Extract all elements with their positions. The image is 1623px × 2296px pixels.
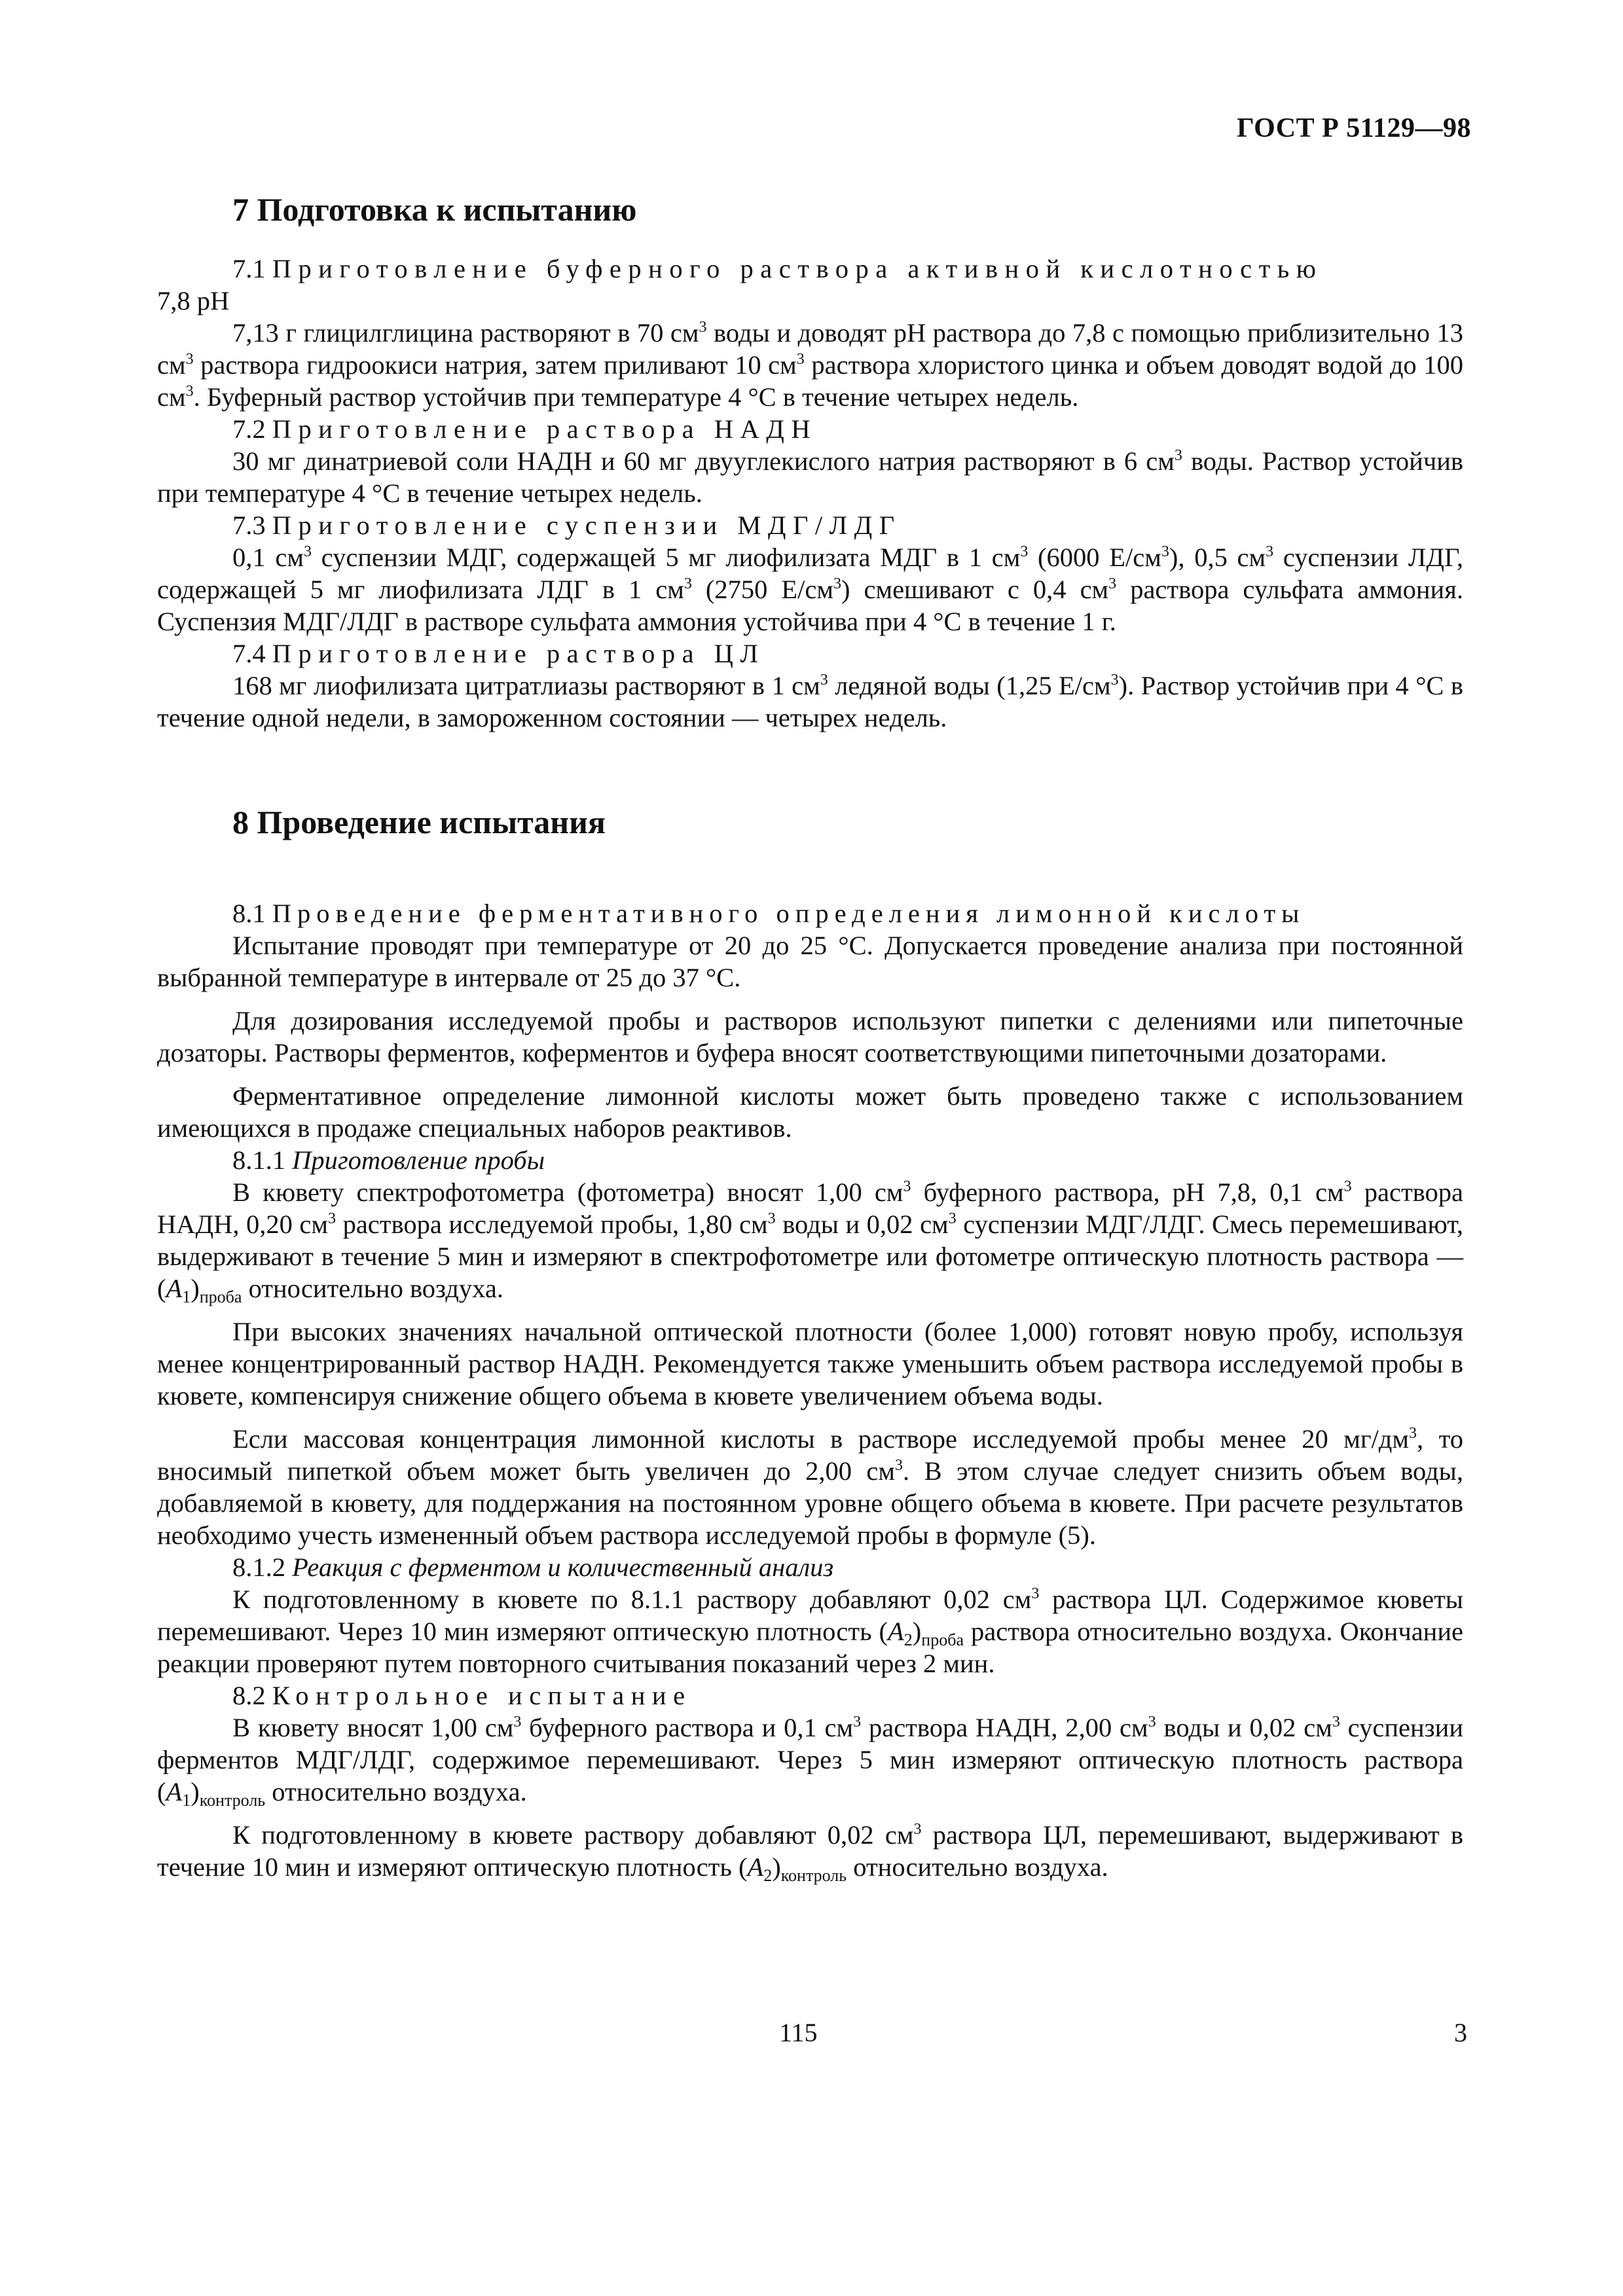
paragraph-7-3: 0,1 $см^3$ суспензии МДГ, содержащей 5 мг лиофилизата МДГ в 1 $см^3$ (6000 $Е/см^3$), 0,5 $см^3$ суспензии ЛДГ, содержащей 5 мг лиофилизата ЛДГ в 1 $см^3$ (2750 $Е/см^3$) смешивают с 0,4 $см^3$ раствора сульфата аммония. Суспензия МДГ/ЛДГ в растворе сульфата аммония устойчива при 4 °С в течение 1 г. (157, 543, 1463, 636)
subsection-7-4-heading: 7.4 Приготовление раствора ЦЛ (232, 639, 765, 668)
subsection-8-1-2-heading: 8.1.2 Реакция с ферментом и количественный анализ (232, 1552, 834, 1582)
document-header: ГОСТ Р 51129—98 (1236, 113, 1471, 143)
paragraph-7-1: 7,13 г глицилглицина растворяют в 70 $см^3$ воды и доводят pH раствора до 7,8 с помощью приблизительно 13 $см^3$ раствора гидроокиси натрия, затем приливают 10 $см^3$ раствора хлористого цинка и объем доводят водой до 100 $см^3$. Буферный раствор устойчив при температуре 4 °С в течение четырех недель. (157, 318, 1464, 412)
document-body (157, 190, 1463, 1883)
paragraph-8-1-1-a: В кювету спектрофотометра (фотометра) вносят 1,00 $см^3$ буферного раствора, pH 7,8, 0,1 $см^3$ раствора НАДН, 0,20 $см^3$ раствора исследуемой пробы, 1,80 $см^3$ воды и 0,02 $см^3$ суспензии МДГ/ЛДГ. Смесь перемешивают, выдерживают в течение 5 мин и измеряют в спектрофотометре или фотометре оптическую плотность раствора — $(A_1)_{проба}$ относительно воздуха. (157, 1177, 1464, 1306)
paragraph-8-1-2: К подготовленному в кювете по 8.1.1 раствору добавляют 0,02 $см^3$ раствора ЦЛ. Содержимое кюветы перемешивают. Через 10 мин измеряют оптическую плотность $(A_2)_{проба}$ раствора относительно воздуха. Окончание реакции проверяют путем повторного считывания показаний через 2 мин. (157, 1585, 1464, 1678)
paragraph-8-1-a: Испытание проводят при температуре от 20 до 25 °С. Допускается проведение анализа при постоянной выбранной температуре в интервале от 25 до 37 °С. (157, 931, 1463, 992)
section-8-title: 8 Проведение испытания (232, 804, 606, 840)
subsection-8-1-heading: 8.1 Проведение ферментативного определения лимонной кислоты (232, 899, 1305, 928)
paragraph-8-1-1-c: Если массовая концентрация лимонной кислоты в растворе исследуемой пробы менее 20 $мг/дм^3$, то вносимый пипеткой объем может быть увеличен до 2,00 $см^3$. В этом случае следует снизить объем воды, добавляемой в кювету, для поддержания на постоянном уровне общего объема в кювете. При расчете результатов необходимо учесть измененный объем раствора исследуемой пробы в формуле (5). (157, 1424, 1463, 1550)
subsection-7-1-heading: 7.1 Приготовление буферного раствора активной кислотностью (232, 254, 1323, 283)
subsection-7-1-heading-tail: 7,8 pH (157, 286, 230, 315)
paragraph-8-1-1-b: При высоких значениях начальной оптической плотности (более 1,000) готовят новую пробу, используя менее концентрированный раствор НАДН. Рекомендуется также уменьшить объем раствора исследуемой пробы в кювете, компенсируя снижение общего объема в кювете увеличением объема воды. (157, 1317, 1463, 1410)
subsection-8-2-heading: 8.2 Контрольное испытание (232, 1681, 692, 1710)
paragraph-8-1-b: Для дозирования исследуемой пробы и растворов используют пипетки с делениями или пипеточные дозаторы. Растворы ферментов, коферментов и буфера вносят соответствующими пипеточными дозаторами. (157, 1006, 1463, 1067)
paragraph-7-2: 30 мг динатриевой соли НАДН и 60 мг двууглекислого натрия растворяют в 6 $см^3$ воды. Раствор устойчив при температуре 4 °С в течение четырех недель. (157, 446, 1463, 508)
paragraph-8-1-c: Ферментативное определение лимонной кислоты может быть проведено также с использованием имеющихся в продаже специальных наборов реактивов. (157, 1081, 1463, 1143)
paragraph-8-2-a: В кювету вносят 1,00 $см^3$ буферного раствора и 0,1 $см^3$ раствора НАДН, 2,00 $см^3$ воды и 0,02 $см^3$ суспензии ферментов МДГ/ЛДГ, содержимое перемешивают. Через 5 мин измеряют оптическую плотность раствора $(A_1)_{контроль}$ относительно воздуха. (157, 1713, 1464, 1810)
subsection-7-2-heading: 7.2 Приготовление раствора НАДН (232, 414, 818, 444)
subsection-8-1-1-heading: 8.1.1 Приготовление пробы (232, 1145, 545, 1175)
page-number: 115 (779, 2018, 818, 2047)
sheet-number: 3 (1454, 2018, 1467, 2047)
paragraph-8-2-b: К подготовленному в кювете раствору добавляют 0,02 $см^3$ раствора ЦЛ, перемешивают, выдерживают в течение 10 мин и измеряют оптическую плотность $(A_2)_{контроль}$ относительно воздуха. (157, 1820, 1463, 1885)
paragraph-7-4: 168 мг лиофилизата цитратлиазы растворяют в 1 $см^3$ ледяной воды (1,25 $Е/см^3$). Раствор устойчив при 4 °С в течение одной недели, в замороженном состоянии — четырех недель. (157, 671, 1463, 732)
subsection-7-3-heading: 7.3 Приготовление суспензии МДГ/ЛДГ (232, 511, 902, 540)
section-7-title: 7 Подготовка к испытанию (232, 191, 637, 228)
